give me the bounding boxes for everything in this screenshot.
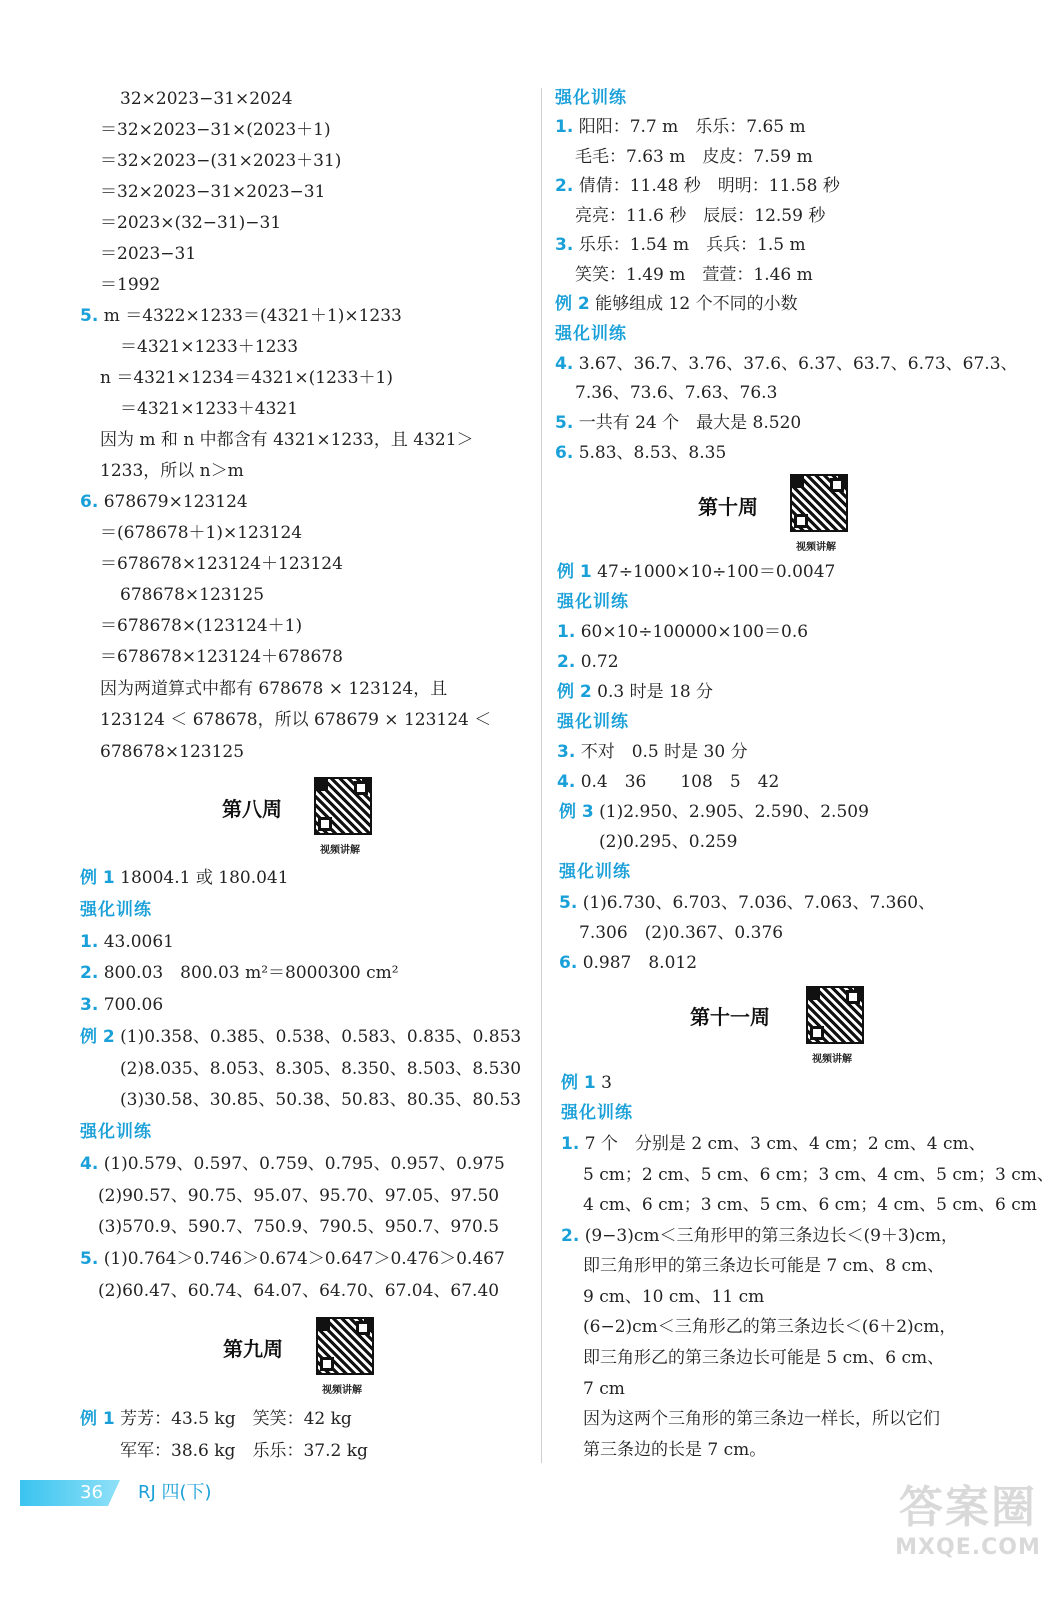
answer-text: (2)8.035、8.053、8.305、8.350、8.503、8.530 xyxy=(120,1059,522,1079)
item-number: 1. xyxy=(557,622,576,642)
answer-text: ＝1992 xyxy=(100,275,161,295)
answer-line xyxy=(100,428,474,452)
item-number: 例 3 xyxy=(559,802,594,822)
answer-line xyxy=(100,242,196,266)
qr-code-icon[interactable] xyxy=(316,1317,374,1375)
answer-line xyxy=(80,304,402,328)
answer-text: (1)6.730、6.703、7.036、7.063、7.360、 xyxy=(582,893,936,913)
answer-text: 笑笑：1.49 m 萱萱：1.46 m xyxy=(575,265,813,285)
answer-line xyxy=(555,322,627,346)
answer-line xyxy=(100,459,244,483)
answer-text: 47÷1000×10÷100＝0.0047 xyxy=(597,562,836,582)
answer-text: 5.83、8.53、8.35 xyxy=(578,443,727,463)
answer-line xyxy=(555,86,627,110)
answer-line xyxy=(557,560,835,584)
answer-line xyxy=(555,115,806,139)
answer-line xyxy=(80,898,152,922)
answer-line xyxy=(80,961,399,985)
answer-text: 亮亮：11.6 秒 辰辰：12.59 秒 xyxy=(575,206,826,226)
answer-text: (1)2.950、2.905、2.590、2.509 xyxy=(599,802,869,822)
answer-text: ＝32×2023−31×(2023＋1) xyxy=(100,120,331,140)
answer-line xyxy=(100,149,341,173)
answer-text: 即三角形乙的第三条边长可能是 5 cm、6 cm、 xyxy=(583,1348,945,1368)
answer-text: n ＝4321×1234＝4321×(1233＋1) xyxy=(100,368,393,388)
answer-line xyxy=(80,490,248,514)
answer-text: 60×10÷100000×100＝0.6 xyxy=(580,622,809,642)
answer-line xyxy=(583,1254,944,1278)
answer-line xyxy=(583,1407,940,1431)
answer-text: 芳芳：43.5 kg 笑笑：42 kg xyxy=(120,1409,352,1429)
item-number: 5. xyxy=(80,306,99,326)
answer-line xyxy=(583,1163,1054,1187)
answer-line xyxy=(583,1346,944,1370)
watermark xyxy=(893,1482,1043,1582)
answer-text: 3 xyxy=(601,1073,612,1093)
footer-tab xyxy=(20,1480,120,1506)
answer-text: 678678×123125 xyxy=(120,585,265,605)
answer-text: (1)0.764＞0.746＞0.674＞0.647＞0.476＞0.467 xyxy=(103,1249,505,1269)
answer-line xyxy=(120,335,298,359)
answer-line xyxy=(559,951,697,975)
qr-code-icon[interactable] xyxy=(314,777,372,835)
answer-text: 即三角形甲的第三条边长可能是 7 cm、8 cm、 xyxy=(583,1256,945,1276)
answer-text: ＝678678×123124＋123124 xyxy=(100,554,343,574)
answer-text: 因为这两个三角形的第三条边一样长，所以它们 xyxy=(583,1409,940,1429)
item-number: 3. xyxy=(557,742,576,762)
answer-text: 700.06 xyxy=(103,995,164,1015)
item-number: 例 1 xyxy=(557,562,592,582)
answer-line xyxy=(583,1377,625,1401)
answer-line xyxy=(80,1025,521,1049)
answer-text: (3)30.58、30.85、50.38、50.83、80.35、80.53 xyxy=(120,1090,522,1110)
answer-text: 43.0061 xyxy=(103,932,175,952)
item-number: 6. xyxy=(80,492,99,512)
item-number: 例 2 xyxy=(557,682,592,702)
item-number: 例 2 xyxy=(555,294,590,314)
answer-line xyxy=(555,292,798,316)
answer-line xyxy=(100,645,343,669)
item-number: 1. xyxy=(80,932,99,952)
week-title: 第九周 xyxy=(223,1337,283,1361)
answer-line xyxy=(555,174,840,198)
answer-line xyxy=(559,860,631,884)
item-number: 4. xyxy=(80,1154,99,1174)
answer-line xyxy=(559,891,935,915)
answer-line xyxy=(120,1057,521,1081)
answer-line xyxy=(98,1279,499,1303)
answer-text: 0.987 8.012 xyxy=(582,953,698,973)
answer-line xyxy=(120,1439,368,1463)
answer-line xyxy=(575,204,825,228)
answer-text: ＝4321×1233＋4321 xyxy=(120,399,299,419)
answer-text: 军军：38.6 kg 乐乐：37.2 kg xyxy=(120,1441,368,1461)
answer-line xyxy=(561,1101,633,1125)
item-number: 例 1 xyxy=(80,1409,115,1429)
answer-text: ＝2023×(32−31)−31 xyxy=(100,213,282,233)
answer-text: (6−2)cm＜三角形乙的第三条边长＜(6＋2)cm， xyxy=(583,1317,957,1337)
answer-line xyxy=(555,441,726,465)
answer-line xyxy=(80,1152,505,1176)
week-title: 第十一周 xyxy=(690,1005,770,1029)
item-number: 例 1 xyxy=(561,1073,596,1093)
answer-line xyxy=(555,352,1018,376)
answer-text: (2)90.57、90.75、95.07、95.70、97.05、97.50 xyxy=(98,1186,500,1206)
qr-code-icon[interactable] xyxy=(806,986,864,1044)
answer-line xyxy=(583,1285,764,1309)
answer-text: 7.36、73.6、7.63、76.3 xyxy=(575,383,778,403)
answer-line xyxy=(100,366,393,390)
answer-line xyxy=(100,552,343,576)
week-title: 第十周 xyxy=(698,495,758,519)
item-number: 3. xyxy=(555,235,574,255)
answer-line xyxy=(575,263,813,287)
answer-line xyxy=(120,87,293,111)
answer-line xyxy=(120,583,264,607)
answer-text: 因为 m 和 n 中都含有 4321×1233，且 4321＞ xyxy=(100,430,474,450)
answer-line xyxy=(575,381,777,405)
answer-text: 不对 0.5 时是 30 分 xyxy=(580,742,748,762)
answer-text: 32×2023−31×2024 xyxy=(120,89,293,109)
column-divider xyxy=(541,88,542,1463)
qr-caption: 视频讲解 xyxy=(796,542,836,553)
answer-line xyxy=(583,1193,1037,1217)
page-number: 36 xyxy=(80,1482,103,1503)
answer-line xyxy=(100,273,160,297)
section-label: 强化训练 xyxy=(559,862,631,882)
answer-text: m ＝4322×1233＝(4321＋1)×1233 xyxy=(103,306,402,326)
answer-line xyxy=(80,1407,352,1431)
answer-line xyxy=(561,1071,612,1095)
answer-text: 678679×123124 xyxy=(103,492,248,512)
answer-line xyxy=(557,680,713,704)
answer-line xyxy=(100,614,302,638)
watermark-seal: 答案圈 xyxy=(899,1482,1037,1533)
answer-line xyxy=(575,145,813,169)
answer-text: 1233，所以 n＞m xyxy=(100,461,244,481)
answer-text: ＝678678×(123124＋1) xyxy=(100,616,303,636)
item-number: 1. xyxy=(555,117,574,137)
item-number: 2. xyxy=(557,652,576,672)
item-number: 6. xyxy=(555,443,574,463)
section-label: 强化训练 xyxy=(555,324,627,344)
item-number: 例 1 xyxy=(80,868,115,888)
answer-line xyxy=(561,1224,958,1248)
item-number: 1. xyxy=(561,1134,580,1154)
answer-text: 0.72 xyxy=(580,652,619,672)
answer-text: 阳阳：7.7 m 乐乐：7.65 m xyxy=(578,117,806,137)
section-label: 强化训练 xyxy=(80,1122,152,1142)
answer-line xyxy=(100,740,244,764)
answer-line xyxy=(100,211,281,235)
answer-line xyxy=(100,677,447,701)
answer-text: ＝32×2023−31×2023−31 xyxy=(100,182,326,202)
answer-text: 0.4 36 108 5 42 xyxy=(580,772,780,792)
answer-text: (2)60.47、60.74、64.07、64.70、67.04、67.40 xyxy=(98,1281,500,1301)
answer-text: 9 cm、10 cm、11 cm xyxy=(583,1287,765,1307)
answer-text: 乐乐：1.54 m 兵兵：1.5 m xyxy=(578,235,806,255)
section-label: 强化训练 xyxy=(80,900,152,920)
item-number: 2. xyxy=(80,963,99,983)
answer-text: 0.3 时是 18 分 xyxy=(597,682,714,702)
answer-line xyxy=(557,590,629,614)
item-number: 4. xyxy=(555,354,574,374)
answer-line xyxy=(100,521,302,545)
answer-text: 7.306 (2)0.367、0.376 xyxy=(579,923,784,943)
answer-line xyxy=(120,1088,521,1112)
answer-text: (3)570.9、590.7、750.9、790.5、950.7、970.5 xyxy=(98,1217,500,1237)
qr-caption: 视频讲解 xyxy=(322,1385,362,1396)
item-number: 2. xyxy=(561,1226,580,1246)
answer-text: (1)0.358、0.385、0.538、0.583、0.835、0.853 xyxy=(120,1027,522,1047)
watermark-url: MXQE.COM xyxy=(895,1535,1041,1560)
answer-line xyxy=(98,1184,499,1208)
grade-label: RJ 四(下) xyxy=(138,1482,212,1503)
answer-text: 因为两道算式中都有 678678 × 123124，且 xyxy=(100,679,448,699)
answer-line xyxy=(557,740,748,764)
answer-text: 能够组成 12 个不同的小数 xyxy=(595,294,798,314)
answer-line xyxy=(557,620,808,644)
answer-line xyxy=(100,180,325,204)
answer-text: 倩倩：11.48 秒 明明：11.58 秒 xyxy=(578,176,840,196)
answer-line xyxy=(557,710,629,734)
answer-text: 678678×123125 xyxy=(100,742,245,762)
answer-text: 18004.1 或 180.041 xyxy=(120,868,289,888)
item-number: 5. xyxy=(555,413,574,433)
item-number: 3. xyxy=(80,995,99,1015)
answer-line xyxy=(583,1315,956,1339)
answer-text: (1)0.579、0.597、0.759、0.795、0.957、0.975 xyxy=(103,1154,505,1174)
answer-line xyxy=(559,800,869,824)
answer-line xyxy=(80,1247,505,1271)
answer-line xyxy=(599,830,737,854)
answer-text: 一共有 24 个 最大是 8.520 xyxy=(578,413,802,433)
qr-code-icon[interactable] xyxy=(790,474,848,532)
answer-text: (9−3)cm＜三角形甲的第三条边长＜(9＋3)cm， xyxy=(584,1226,959,1246)
section-label: 强化训练 xyxy=(555,88,627,108)
answer-text: ＝2023−31 xyxy=(100,244,197,264)
week-title: 第八周 xyxy=(222,797,282,821)
item-number: 4. xyxy=(557,772,576,792)
answer-line xyxy=(120,397,298,421)
answer-text: 4 cm、6 cm；3 cm、5 cm、6 cm；4 cm、5 cm、6 cm xyxy=(583,1195,1037,1215)
answer-text: 毛毛：7.63 m 皮皮：7.59 m xyxy=(575,147,813,167)
answer-text: 800.03 800.03 m²＝8000300 cm² xyxy=(103,963,399,983)
answer-text: 7 个 分别是 2 cm、3 cm、4 cm；2 cm、4 cm、 xyxy=(584,1134,986,1154)
answer-line xyxy=(100,118,331,142)
answer-line xyxy=(80,866,289,890)
answer-line xyxy=(557,770,779,794)
section-label: 强化训练 xyxy=(561,1103,633,1123)
answer-line xyxy=(80,930,174,954)
answer-line xyxy=(555,233,806,257)
qr-caption: 视频讲解 xyxy=(812,1054,852,1065)
item-number: 5. xyxy=(559,893,578,913)
item-number: 2. xyxy=(555,176,574,196)
section-label: 强化训练 xyxy=(557,712,629,732)
answer-text: 3.67、36.7、3.76、37.6、6.37、63.7、6.73、67.3、 xyxy=(578,354,1018,374)
answer-line xyxy=(100,708,491,732)
answer-line xyxy=(98,1215,499,1239)
answer-text: (2)0.295、0.259 xyxy=(599,832,738,852)
answer-text: 7 cm xyxy=(583,1379,625,1399)
item-number: 例 2 xyxy=(80,1027,115,1047)
answer-line xyxy=(80,1120,152,1144)
answer-text: 5 cm；2 cm、5 cm、6 cm；3 cm、4 cm、5 cm；3 cm、 xyxy=(583,1165,1054,1185)
answer-line xyxy=(561,1132,986,1156)
answer-line xyxy=(579,921,783,945)
section-label: 强化训练 xyxy=(557,592,629,612)
answer-text: ＝(678678＋1)×123124 xyxy=(100,523,303,543)
item-number: 6. xyxy=(559,953,578,973)
answer-text: 第三条边的长是 7 cm。 xyxy=(583,1440,767,1460)
answer-text: ＝32×2023−(31×2023＋31) xyxy=(100,151,342,171)
answer-text: ＝4321×1233＋1233 xyxy=(120,337,299,357)
answer-line xyxy=(557,650,619,674)
answer-line xyxy=(583,1438,766,1462)
answer-text: ＝678678×123124＋678678 xyxy=(100,647,343,667)
item-number: 5. xyxy=(80,1249,99,1269)
answer-line xyxy=(80,993,163,1017)
qr-caption: 视频讲解 xyxy=(320,845,360,856)
answer-text: 123124 ＜ 678678，所以 678679 × 123124 ＜ xyxy=(100,710,492,730)
answer-line xyxy=(555,411,801,435)
